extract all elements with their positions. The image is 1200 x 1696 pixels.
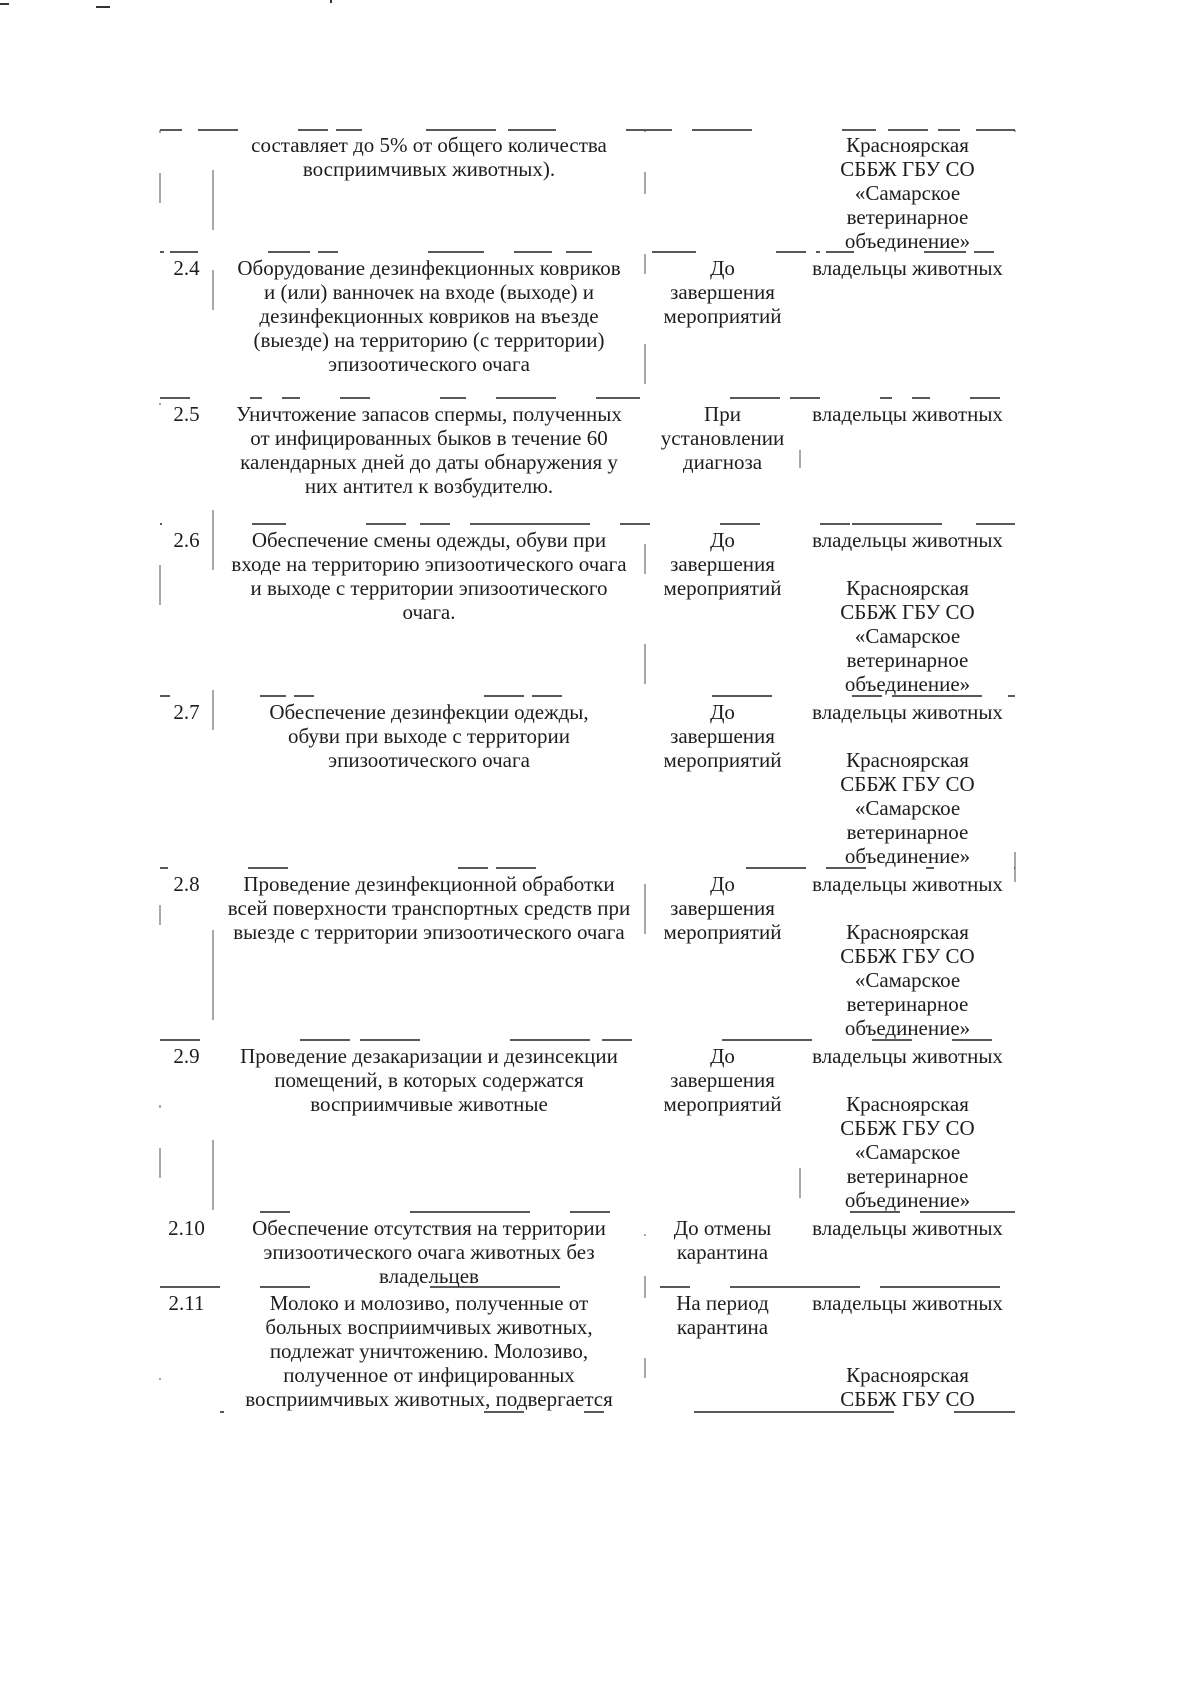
item-number: 2.7 [173, 700, 200, 724]
measure-description: Уничтожение запасов спермы, полученных от инфицированных быков в течение 60 календарных дней до даты обнаружения у них антител к возбудителю. [236, 402, 622, 498]
responsible-owners: владельцы животных [812, 402, 1003, 426]
table-row-2-11 [160, 1288, 1015, 1413]
responsible-owners: владельцы животных [812, 1044, 1003, 1068]
scan-artifact [96, 6, 110, 8]
deadline: До завершения мероприятий [663, 256, 782, 328]
table-row-2-10 [160, 1213, 1015, 1288]
measure-description: Проведение дезакаризации и дезинсекции помещений, в которых содержатся восприимчивые животные [240, 1044, 618, 1116]
item-number: 2.10 [168, 1216, 205, 1240]
deadline: До завершения мероприятий [663, 1044, 782, 1116]
responsible-organization: Красноярская СББЖ ГБУ СО «Самарское ветеринарное объединение» [840, 133, 975, 253]
responsible-organization: Красноярская СББЖ ГБУ СО «Самарское ветеринарное объединение» [840, 1092, 975, 1212]
responsible [800, 525, 1015, 697]
responsible [800, 1288, 1015, 1413]
measures-table [160, 130, 1015, 1413]
item-number: 2.11 [168, 1291, 205, 1315]
table-row-2-7 [160, 697, 1015, 869]
table-row-2-4 [160, 253, 1015, 399]
responsible-organization: Красноярская СББЖ ГБУ СО «Самарское ветеринарное объединение» [840, 920, 975, 1040]
responsible [800, 697, 1015, 869]
deadline: При установлении диагноза [660, 402, 785, 474]
item-number: 2.8 [173, 872, 200, 896]
responsible-owners: владельцы животных [812, 528, 1003, 552]
scan-artifact [0, 3, 9, 5]
responsible [800, 869, 1015, 1041]
measure-description: Обеспечение дезинфекции одежды, обуви при выходе с территории эпизоотического очага [269, 700, 589, 772]
responsible-organization: Красноярская СББЖ ГБУ СО [840, 1363, 975, 1411]
responsible [800, 399, 1015, 525]
responsible [800, 1041, 1015, 1213]
responsible [800, 253, 1015, 399]
item-number: 2.5 [173, 402, 200, 426]
responsible [800, 1213, 1015, 1288]
deadline: До отмены карантина [673, 1216, 772, 1264]
deadline: До завершения мероприятий [663, 528, 782, 600]
responsible-owners: владельцы животных [812, 872, 1003, 896]
measure-description: Оборудование дезинфекционных ковриков и (или) ванночек на входе (выходе) и дезинфекционных ковриков на въезде (выезде) на территорию (с территории) эпизоотического очага [237, 256, 621, 376]
table-row-2-8 [160, 869, 1015, 1041]
item-number: 2.6 [173, 528, 200, 552]
deadline: До завершения мероприятий [663, 872, 782, 944]
measure-description: Обеспечение смены одежды, обуви при входе на территорию эпизоотического очага и выходе с территории эпизоотического очага. [231, 528, 627, 624]
responsible-owners: владельцы животных [812, 1291, 1003, 1315]
scan-artifact [330, 0, 332, 3]
measure-description: Проведение дезинфекционной обработки всей поверхности транспортных средств при выезде с территории эпизоотического очага [227, 872, 631, 944]
measure-description: Обеспечение отсутствия на территории эпизоотического очага животных без владельцев [252, 1216, 606, 1288]
responsible-owners: владельцы животных [812, 256, 1003, 280]
item-number [160, 130, 213, 253]
deadline [645, 130, 800, 253]
deadline: На период карантина [676, 1291, 769, 1339]
table-row-2-6 [160, 525, 1015, 697]
responsible-organization: Красноярская СББЖ ГБУ СО «Самарское ветеринарное объединение» [840, 576, 975, 696]
measure-description: Молоко и молозиво, полученные от больных восприимчивых животных, подлежат уничтожению. Молозиво, полученное от инфицированных восприимчивых животных, подвергается [245, 1291, 613, 1411]
item-number: 2.9 [173, 1044, 200, 1068]
table-row-2-5 [160, 399, 1015, 525]
table-row-continuation [160, 130, 1015, 253]
responsible-owners: владельцы животных [812, 700, 1003, 724]
measure-description: составляет до 5% от общего количества восприимчивых животных). [251, 133, 607, 181]
responsible [800, 130, 1015, 253]
deadline: До завершения мероприятий [663, 700, 782, 772]
item-number: 2.4 [173, 256, 200, 280]
responsible-owners: владельцы животных [812, 1216, 1003, 1240]
responsible-organization: Красноярская СББЖ ГБУ СО «Самарское ветеринарное объединение» [840, 748, 975, 868]
table-row-2-9 [160, 1041, 1015, 1213]
